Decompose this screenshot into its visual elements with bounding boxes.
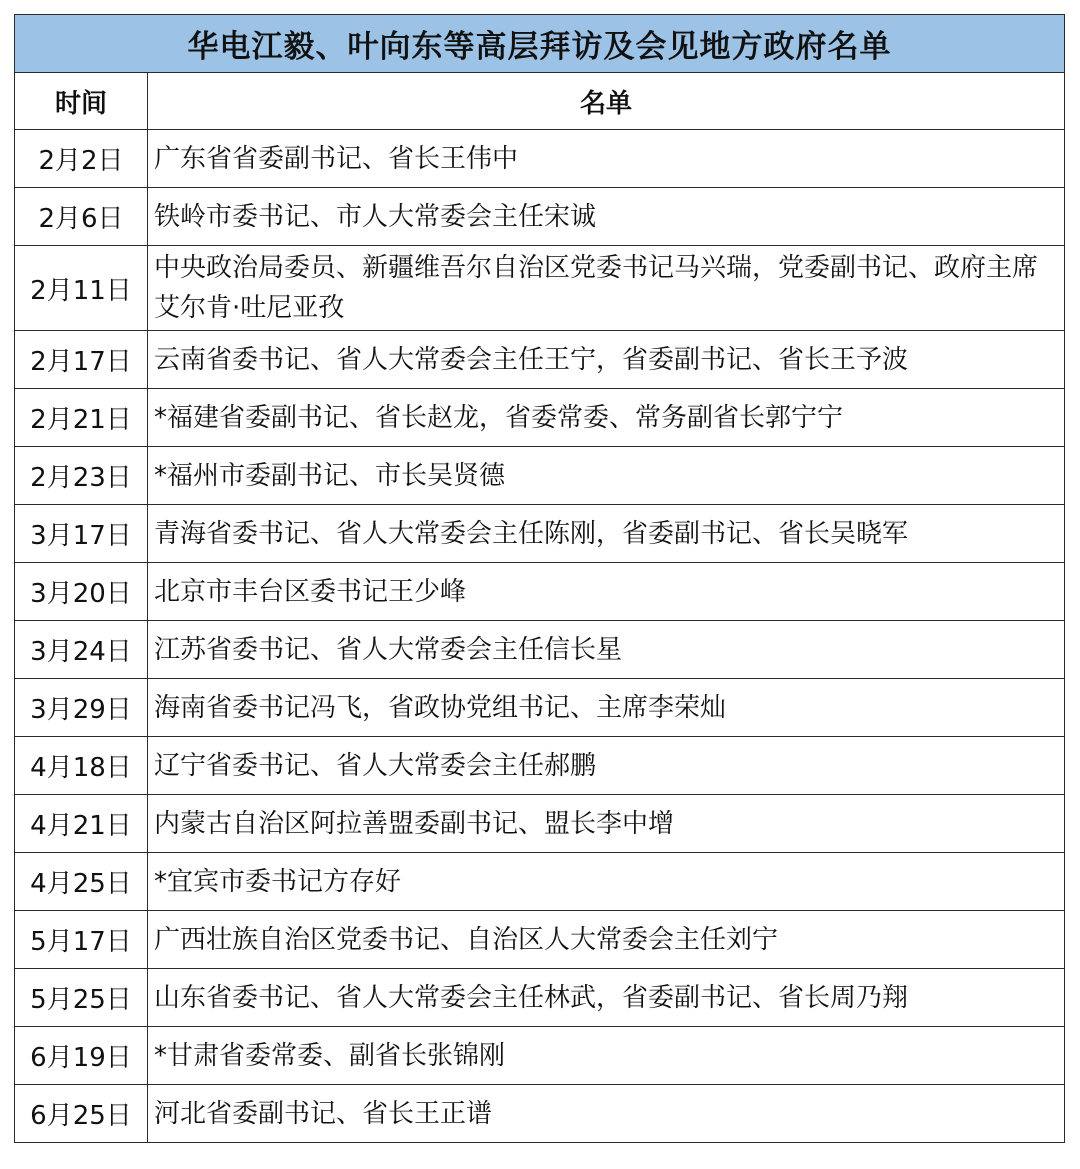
names-cell: 山东省委书记、省人大常委会主任林武，省委副书记、省长周乃翔 [148,969,1065,1027]
date-cell: 5月25日 [15,969,148,1027]
date-cell: 2月6日 [15,188,148,246]
date-cell: 3月20日 [15,563,148,621]
table-row [15,621,1065,679]
table-row [15,188,1065,246]
names-cell: 内蒙古自治区阿拉善盟委副书记、盟长李中增 [148,795,1065,853]
table-row [15,911,1065,969]
names-cell: 辽宁省委书记、省人大常委会主任郝鹏 [148,737,1065,795]
names-cell: 中央政治局委员、新疆维吾尔自治区党委书记马兴瑞，党委副书记、政府主席艾尔肯·吐尼亚孜 [148,246,1065,331]
table-row [15,389,1065,447]
names-cell: *宜宾市委书记方存好 [148,853,1065,911]
names-cell: 青海省委书记、省人大常委会主任陈刚，省委副书记、省长吴晓军 [148,505,1065,563]
column-header-date: 时间 [15,73,148,130]
date-cell: 3月24日 [15,621,148,679]
names-cell: 海南省委书记冯飞，省政协党组书记、主席李荣灿 [148,679,1065,737]
header-row [15,73,1065,130]
title-row [15,15,1065,73]
names-cell: 云南省委书记、省人大常委会主任王宁，省委副书记、省长王予波 [148,331,1065,389]
table-row [15,1085,1065,1143]
table-row [15,1027,1065,1085]
table-row [15,795,1065,853]
date-cell: 4月18日 [15,737,148,795]
date-cell: 6月19日 [15,1027,148,1085]
date-cell: 2月23日 [15,447,148,505]
table-row [15,331,1065,389]
date-cell: 2月21日 [15,389,148,447]
names-cell: 河北省委副书记、省长王正谱 [148,1085,1065,1143]
table-title: 华电江毅、叶向东等高层拜访及会见地方政府名单 [15,15,1065,73]
table-row [15,679,1065,737]
visits-table [14,14,1065,1143]
date-cell: 2月2日 [15,130,148,188]
names-cell: 北京市丰台区委书记王少峰 [148,563,1065,621]
date-cell: 2月11日 [15,246,148,331]
table-row [15,853,1065,911]
date-cell: 4月25日 [15,853,148,911]
names-cell: *福州市委副书记、市长吴贤德 [148,447,1065,505]
table-row [15,130,1065,188]
date-cell: 3月29日 [15,679,148,737]
names-cell: 江苏省委书记、省人大常委会主任信长星 [148,621,1065,679]
date-cell: 4月21日 [15,795,148,853]
date-cell: 3月17日 [15,505,148,563]
date-cell: 6月25日 [15,1085,148,1143]
column-header-names: 名单 [148,73,1065,130]
names-cell: 广西壮族自治区党委书记、自治区人大常委会主任刘宁 [148,911,1065,969]
table-row [15,563,1065,621]
table-row [15,246,1065,331]
names-cell: 铁岭市委书记、市人大常委会主任宋诚 [148,188,1065,246]
names-cell: *甘肃省委常委、副省长张锦刚 [148,1027,1065,1085]
date-cell: 5月17日 [15,911,148,969]
table-row [15,969,1065,1027]
table-row [15,505,1065,563]
names-cell: *福建省委副书记、省长赵龙，省委常委、常务副省长郭宁宁 [148,389,1065,447]
names-cell: 广东省省委副书记、省长王伟中 [148,130,1065,188]
date-cell: 2月17日 [15,331,148,389]
table-row [15,447,1065,505]
table-row [15,737,1065,795]
